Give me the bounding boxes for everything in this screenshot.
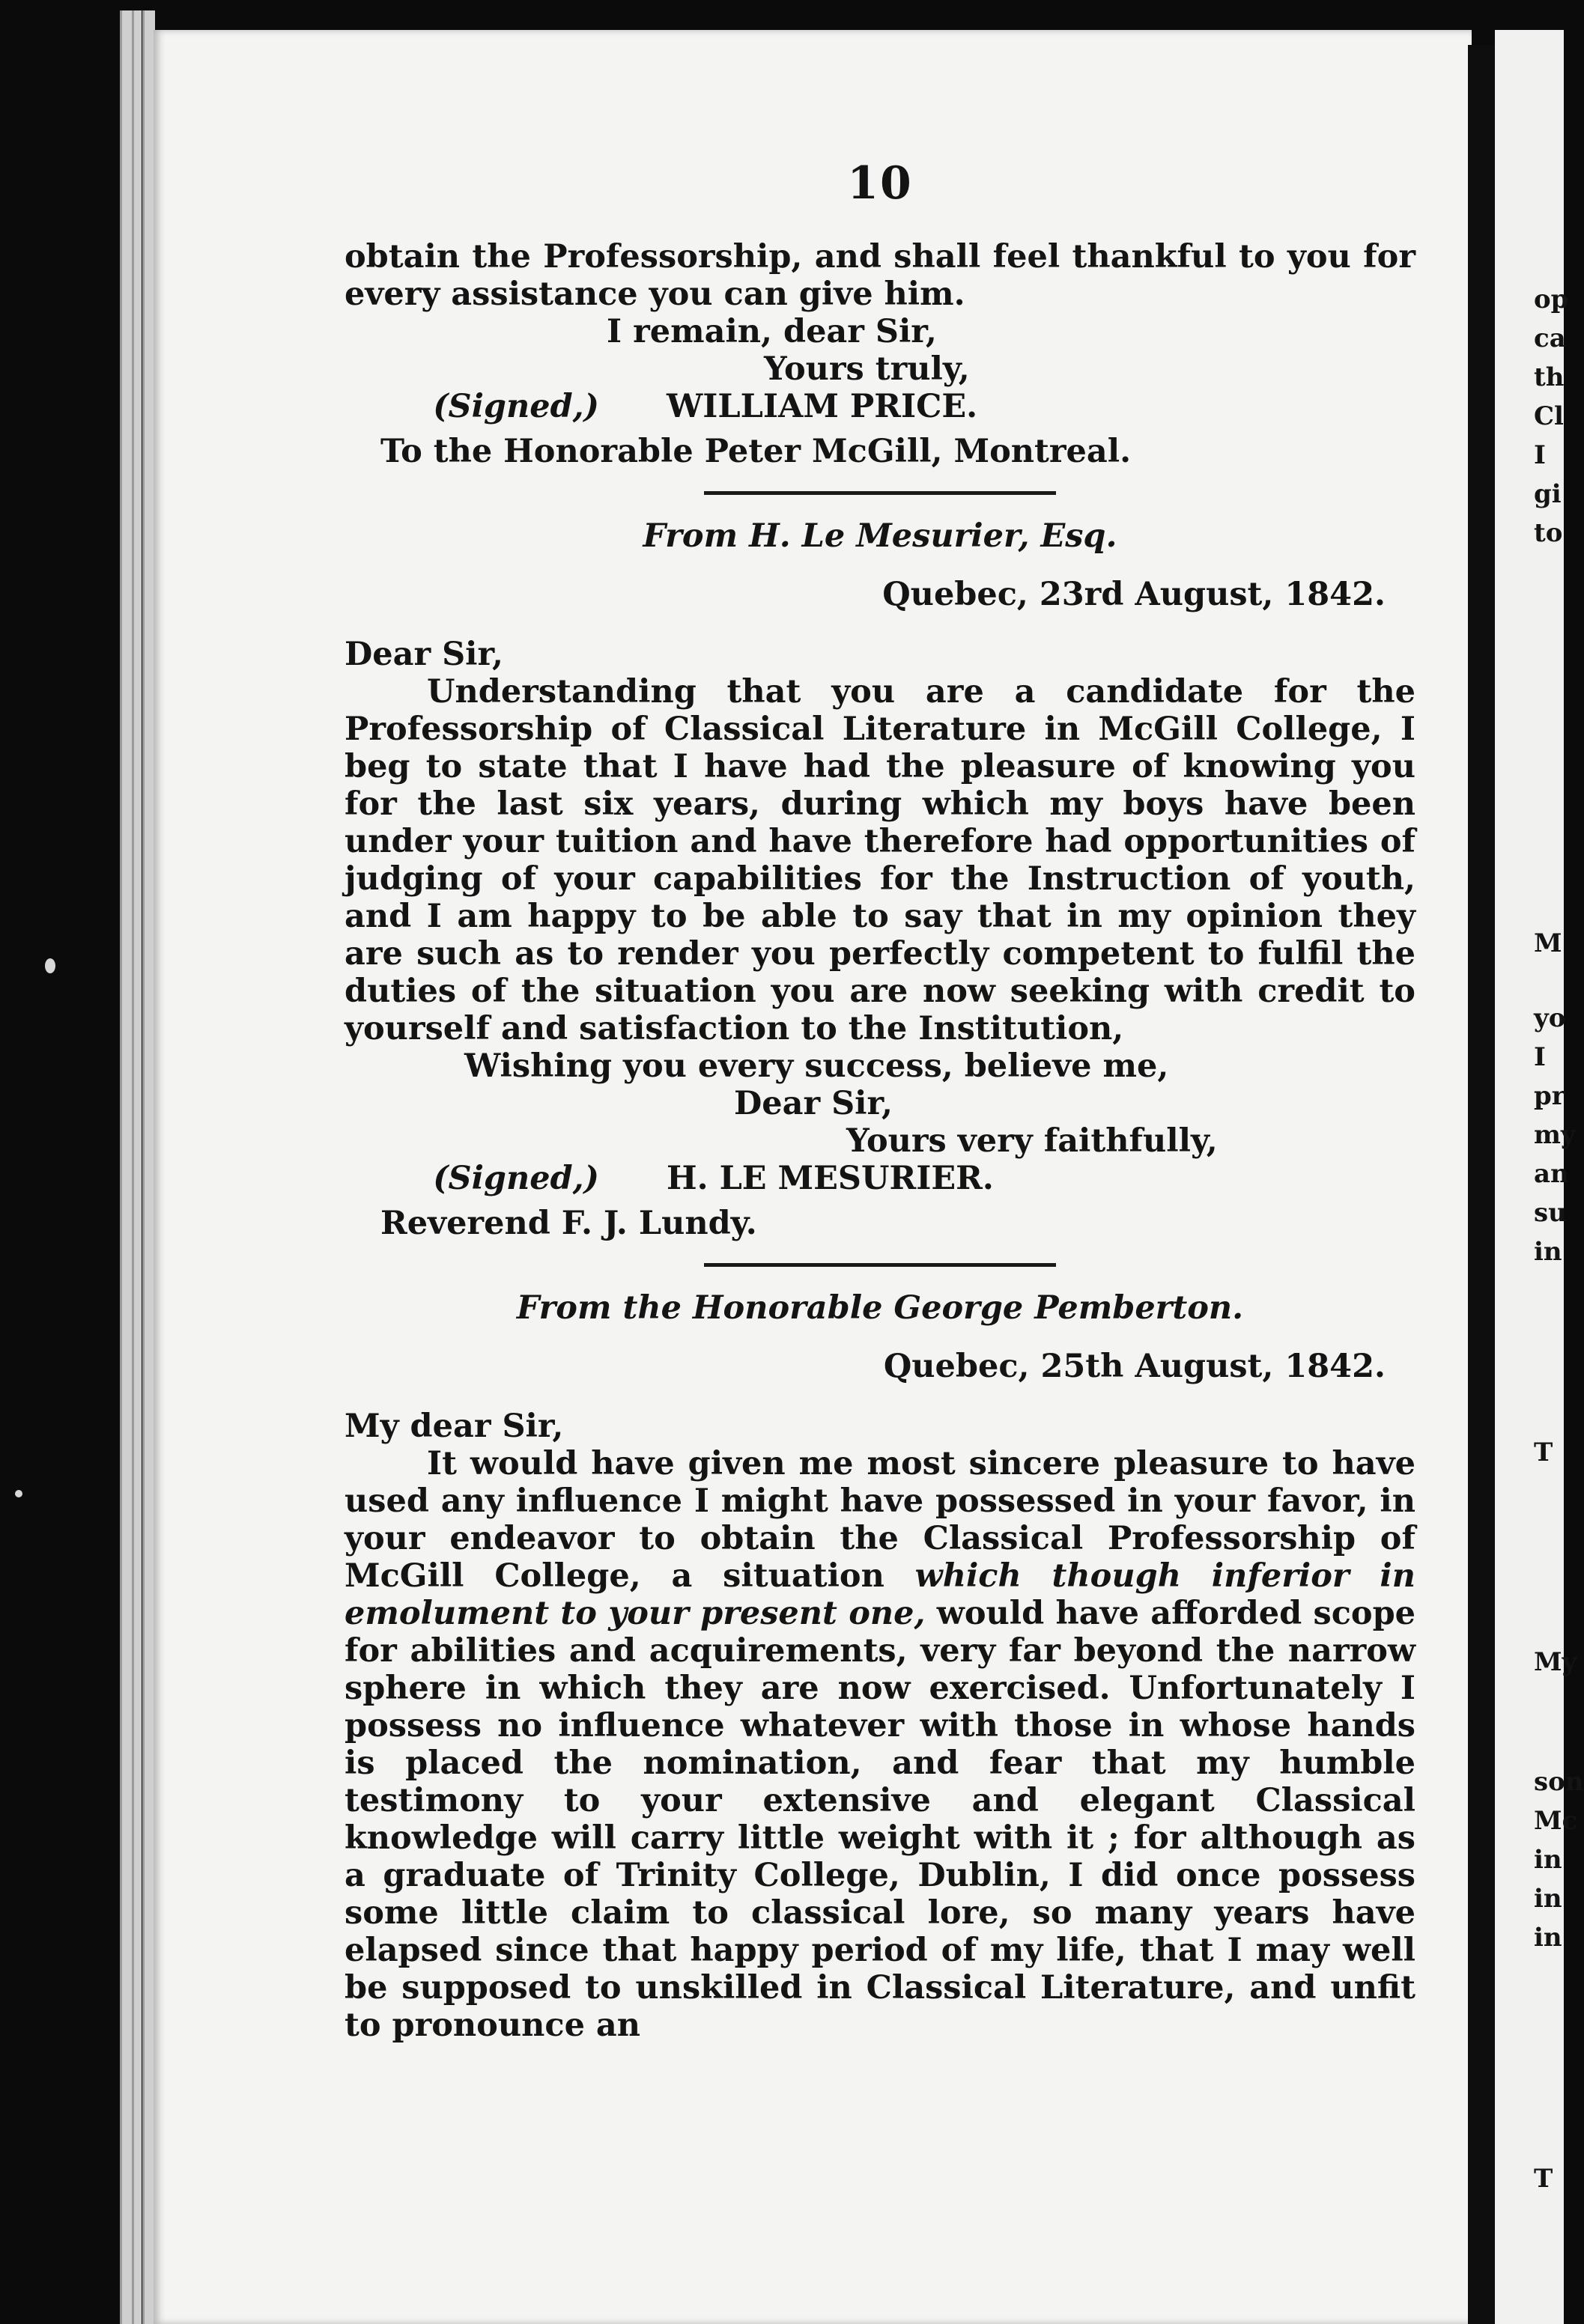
facing-page-fragment: Cl bbox=[1534, 401, 1564, 431]
letter-closing: I remain, dear Sir, bbox=[607, 313, 937, 350]
signatory-name: WILLIAM PRICE. bbox=[667, 388, 978, 425]
letter-place-date: Quebec, 23rd August, 1842. bbox=[882, 576, 1386, 613]
facing-page-fragment: My bbox=[1534, 1647, 1577, 1677]
facing-page-fragment: in bbox=[1534, 1923, 1562, 1953]
signature-line bbox=[345, 1160, 1415, 1197]
signatory-name: H. LE MESURIER. bbox=[667, 1160, 994, 1197]
letter-body: Understanding that you are a candidate for the Professorship of Classical Literature in McGill College, I beg to state that I have had the pleasure of knowing you for the last six years, during which my boys have been under your tuition and have therefore had opportunities of judging of your capabilities for the Instruction of youth, and I am happy to be able to say that in my opinion they are such as to render you perfectly competent to fulfil the duties of the situation you are now seeking with credit to yourself and satisfaction to the Institution, bbox=[345, 673, 1415, 1047]
letter-continuation: obtain the Professorship, and shall feel thankful to you for every assistance you can give him. bbox=[345, 238, 1415, 313]
signed-label: (Signed,) bbox=[433, 388, 599, 425]
page-content bbox=[345, 157, 1415, 2044]
facing-page-fragment: yo bbox=[1534, 1003, 1566, 1033]
facing-page-fragment: ca bbox=[1534, 323, 1566, 353]
facing-page-fragment: I bbox=[1534, 440, 1546, 470]
facing-page-fragment: to bbox=[1534, 518, 1563, 548]
facing-page-fragment: in bbox=[1534, 1845, 1562, 1875]
letter-closing: Yours truly, bbox=[764, 350, 970, 388]
facing-page-fragment: gi bbox=[1534, 479, 1562, 509]
letter-closing: Yours very faithfully, bbox=[846, 1122, 1218, 1160]
scan-speck bbox=[15, 1490, 22, 1497]
letter-addressee: Reverend F. J. Lundy. bbox=[380, 1205, 757, 1242]
facing-page-fragment: I bbox=[1534, 1042, 1546, 1072]
facing-page-fragment: pr bbox=[1534, 1081, 1565, 1111]
letter-salutation: My dear Sir, bbox=[345, 1408, 564, 1445]
letter-body-text: It would have given me most sincere pleasure to have used any influence I might have possessed in your favor, in your endeavor to obtain the Classical Professorship of McGill College, a situation bbox=[345, 1445, 1415, 1595]
facing-page-fragment: an bbox=[1534, 1159, 1569, 1189]
facing-page-fragment: my bbox=[1534, 1120, 1576, 1150]
page-edge bbox=[132, 10, 142, 2324]
facing-page-fragment: son bbox=[1534, 1767, 1584, 1797]
facing-page-fragment: M bbox=[1534, 928, 1562, 958]
page-edge bbox=[120, 10, 133, 2324]
section-rule bbox=[704, 491, 1056, 495]
page-number: 10 bbox=[847, 157, 913, 210]
letter-from-line: From H. Le Mesurier, Esq. bbox=[643, 517, 1117, 555]
facing-page-fragment: in bbox=[1534, 1884, 1562, 1914]
facing-page-fragment: Mc bbox=[1534, 1806, 1578, 1836]
letter-from-line: From the Honorable George Pemberton. bbox=[516, 1289, 1244, 1327]
facing-page-fragment: su bbox=[1534, 1198, 1567, 1228]
letter-addressee: To the Honorable Peter McGill, Montreal. bbox=[380, 433, 1132, 470]
scan-speck bbox=[45, 958, 55, 973]
letter-closing: Wishing you every success, believe me, bbox=[464, 1047, 1169, 1085]
signature-line bbox=[345, 388, 1415, 425]
letter-closing: Dear Sir, bbox=[734, 1085, 893, 1122]
letter-place-date: Quebec, 25th August, 1842. bbox=[883, 1348, 1386, 1385]
letter-salutation: Dear Sir, bbox=[345, 636, 504, 673]
letter-body bbox=[345, 1445, 1415, 2044]
facing-page-fragment: in bbox=[1534, 1237, 1562, 1267]
letter-body-emphasis: which though inferior in emolument to your present one, bbox=[345, 1557, 1415, 1632]
facing-page bbox=[1495, 30, 1584, 2324]
section-rule bbox=[704, 1263, 1056, 1267]
facing-page-fragment: th bbox=[1534, 362, 1565, 392]
signed-label: (Signed,) bbox=[433, 1160, 599, 1197]
book-gutter bbox=[1468, 45, 1495, 2324]
facing-page-fragment: op bbox=[1534, 285, 1569, 314]
facing-page-fragment: T bbox=[1534, 1438, 1553, 1467]
letter-body-text: would have afforded scope for abilities and acquirements, very far beyond the narrow sphere in which they are now exercised. Unfortunately I possess no influence whatever with those in whose hands is placed the nomination, and fear that my humble testimony to your extensive and elegant Classical knowledge will carry little weight with it ; for although as a graduate of Trinity College, Dublin, I did once possess some little claim to classical lore, so many years have elapsed since that happy period of my life, that I may well be supposed to unskilled in Classical Literature, and unfit to pronounce an bbox=[345, 1595, 1415, 2044]
facing-page-fragment: T bbox=[1534, 2164, 1553, 2194]
